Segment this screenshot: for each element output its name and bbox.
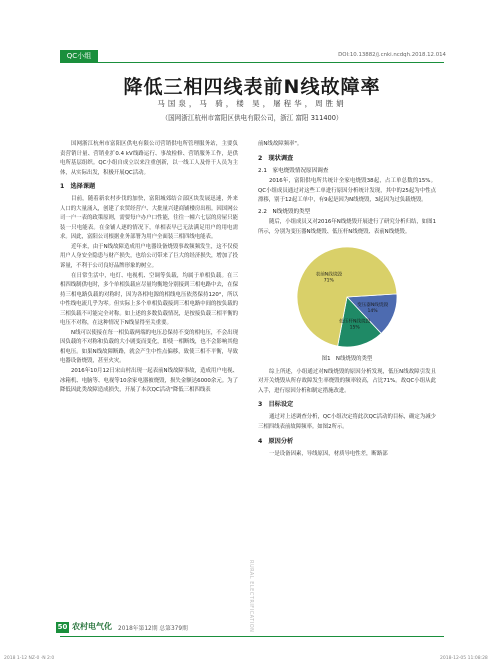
figure-caption: 图1 N线烧毁的类型: [321, 356, 373, 363]
body-paragraph: 目前，随着新农村步伐的加快，富阳城郊结合部区块发展迅速，外来人口的大量涌入，创建了农贸经营户、大批量兴建商铺楼房出租。因国网公司一户一表的政策原则，需要每户办户口性能，往往一幢六七层的房屋只能装一只电能表。在金铺人逐的情况下，单相表早已无法满足用户的用电需求。因此，富阳公司根据业务部署为用户全面装三相四线电能表。: [60, 196, 238, 241]
body-paragraph: 随后，小组成员又对2016年N线烧毁开展进行了研究分析归结，如图1所示，分别为变压器N线烧毁、低压杆N线烧毁、表前N线烧毁。: [258, 219, 436, 235]
body-paragraph: 2016年，富阳供电所共统计全家电烧毁38起，占工单总数的15%。QC小组成员通过对这些工单进行原因分析统计发现，其中的25起为中性点漂移，别于12起工单中，有9起是因为N线烧毁，3起因为过负载烧毁。: [258, 178, 436, 204]
pie-chart-svg: [281, 241, 413, 353]
page-title: 降低三相四线表前N线故障率: [123, 76, 381, 98]
print-meta-right: 2018-12-05 11:08:28: [440, 656, 488, 661]
body-paragraph: 近年来，由于N线故障造成用户电器设备烧毁事故频频发生，这不仅使用户人身安全隐患与财产损失，也给公司带来了巨大的经济损失，增加了投诉量，不利于公司良好品牌形象的树立。: [60, 243, 238, 270]
right-column: [258, 140, 436, 459]
section-heading: 4 原因分析: [258, 437, 294, 445]
body-paragraph: 通过对上述调查分析，QC小组决定将此次QC活动的目标，确定为减少三相四线表前故障频率。如图2所示。: [258, 414, 436, 431]
doi-label: DOI:10.13882/j.cnki.ncdqh.2018.12.014: [338, 52, 446, 58]
authors: 马国泉，马 骑，楼 昊，屠程华，周胜娟: [157, 99, 347, 108]
header-rule: [60, 62, 444, 63]
journal-name: 农村电气化: [72, 622, 112, 631]
subsection-heading: 2.1 家电烧毁情况原因调查: [258, 167, 329, 174]
intro-paragraph: 国网浙江杭州市富阳区供电有限公司营销供电所管理服务站，主要负责营销计量、营销业扩0.4 kV线路运行、事故检修、营销服务工作，是供电所基层组织。QC小组自成立以来注重创新，以一线工人及骨干人员为主体，从实际出发，积极开展QC活动。: [60, 141, 238, 176]
page-number: 50: [57, 623, 68, 631]
affiliation: （国网浙江杭州市富阳区供电有限公司，浙江 富阳 311400）: [161, 114, 343, 122]
pie-slice-label: 表前N线烧毁: [315, 272, 343, 278]
issue-label: 2018年第12期 总第379期: [118, 626, 188, 632]
subsection-heading: 2.2 N线烧毁的类型: [258, 208, 311, 215]
pie-slice-label: 低压杆N线烧毁: [339, 319, 371, 325]
pie-slice-value: 15%: [349, 325, 360, 331]
section-heading: 2 现状调查: [258, 154, 294, 162]
side-watermark-text: RURAL ELECTRIFICATION: [248, 560, 254, 633]
pie-slice-label: 变压器N线烧毁: [357, 303, 389, 309]
left-column: [60, 140, 238, 396]
body-paragraph: 综上所述，小组通过对N线烧毁的原因分析发现，低压N线故障引发且对开关烧毁从所存故障发生率烧毁的频率较高，占比71%。故QC小组从此入手，进行原因分析和制定措施改进。: [258, 368, 436, 394]
body-paragraph: 前N线故障频率"。: [258, 141, 303, 147]
footer-rule: [60, 636, 444, 637]
body-paragraph: N线可以使接在每一相负载两端的电压总保持不变的相电压，不会出现因负载的不对称和负载的大小剧变而变化，即使一相断线，也不会影响其他相电压。如果N线故障断路，就会产生中性点偏移，致使三相不平衡，导致电器设备烧毁，甚至火灾。: [60, 329, 238, 365]
print-meta-left: 2018 1-12 NZ-0 ·N 2:0: [4, 656, 55, 661]
section-heading: 1 选择课题: [60, 183, 96, 191]
section-heading: 3 目标设定: [258, 401, 294, 409]
pie-chart: [281, 241, 413, 353]
body-paragraph: 一是设备因素，导线原因，材质导电性差，断路部: [269, 450, 388, 457]
pie-slice-value: 71%: [323, 278, 334, 284]
body-paragraph: 在日常生活中，电灯、电视机、空调等负载，均属于单相负载。在三相四线制供电时，多个单相负载应尽量均衡地分别接到三相电路中去，在保持三相电路负载的对称时，因为各相电源的相线电压依然保持120°，所以中性线电流几乎为零。但实际上多个单相负载接到三相电路中间的按负载的三相负载不可能完全对称。如上述的多数负载情况，是按接负载三相平衡的电压不对称，在这种情况下N线显得至关重要。: [60, 272, 238, 327]
section-tab: QC小组: [60, 50, 98, 62]
body-paragraph: 2016年10月12日宋山村出现一起表前N线故障事故，造成用户电视、冰箱机、电脑等、电视等10余家电器被烧毁，损失金额达6000余元。为了降低因此类故障造成损失，开展了本次QC活动"降低三相四线表: [60, 368, 238, 394]
pie-slice-value: 14%: [367, 309, 378, 315]
